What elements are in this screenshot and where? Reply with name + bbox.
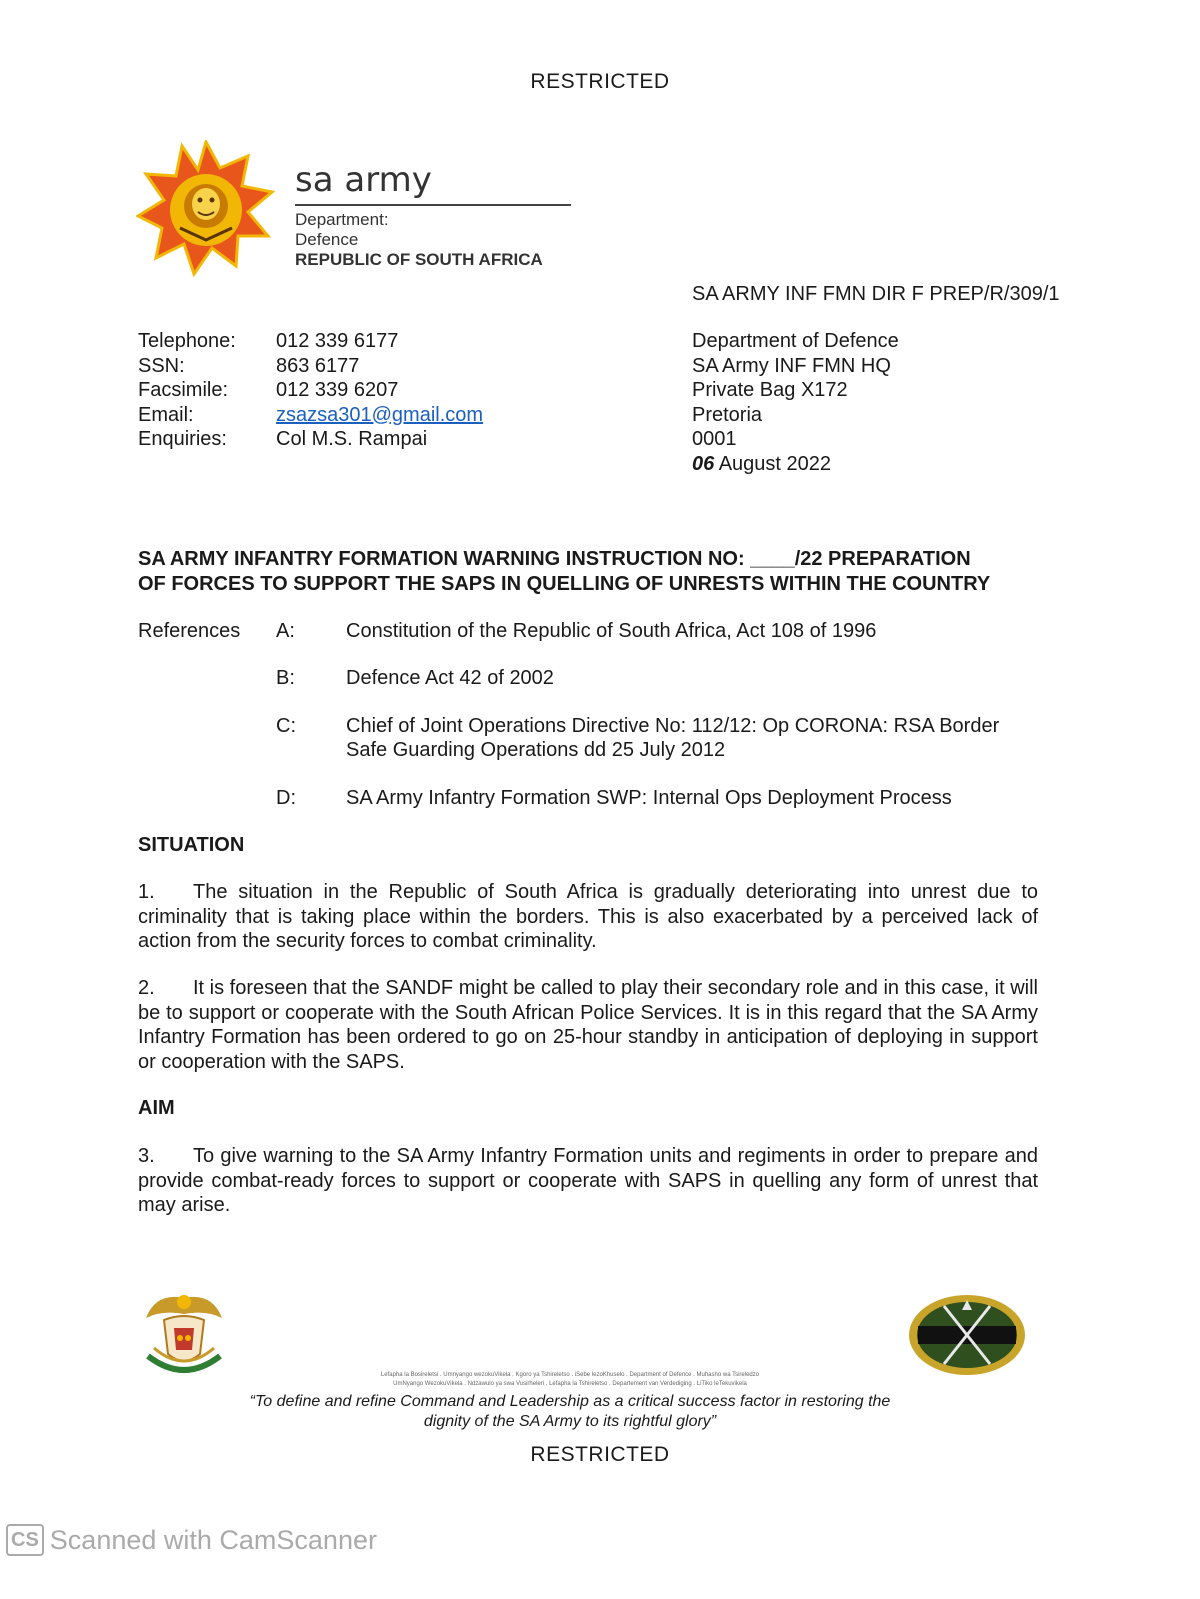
contact-row-facsimile	[138, 378, 483, 403]
reference-key: C:	[276, 715, 296, 737]
address-line: Department of Defence	[692, 330, 899, 352]
languages-line-1: Lefapha la Bosireletsi . Umnyango wezokuVikela . Kgoro ya Tshireletso . iSebe lezoKhuselo . Department of Defence . Muhasho wa Tsireledzo	[380, 1372, 760, 1378]
address-line: SA Army INF FMN HQ	[692, 354, 891, 377]
contact-value: 863 6177	[276, 354, 360, 377]
address-block	[692, 329, 899, 476]
paragraph-text: It is foreseen that the SANDF might be called to play their secondary role and in this case, it will be to support or cooperate with the South African Police Services. It is in this regard that the SA Army Infantry Formation has been ordered to go on 25-hour standby in anticipation of deploying in support or cooperation with the SAPS.	[138, 977, 1038, 1073]
address-line: Pretoria	[692, 403, 763, 426]
reference-text: Defence Act 42 of 2002	[346, 667, 554, 689]
languages-line-2: UmNyango WezokuVikela . Ndzawulo ya swa Vusirheleri . Lefapha la Tshireletso . Departement van Verdediging . LiTiko leTekuvikela	[393, 1381, 747, 1387]
situation-heading: SITUATION	[138, 834, 245, 856]
reference-text-cont: Safe Guarding Operations dd 25 July 2012	[346, 739, 726, 761]
paragraph-1	[138, 880, 1038, 954]
motto-line-1: “To define and refine Command and Leadership as a critical success factor in restoring the	[249, 1393, 891, 1410]
infantry-beret-badge-icon	[906, 1292, 1028, 1378]
brand-name: sa army	[295, 160, 432, 200]
scanner-watermark	[6, 1524, 377, 1556]
reference-key: B:	[276, 667, 295, 689]
paragraph-text: To give warning to the SA Army Infantry Formation units and regiments in order to prepare and provide combat-ready forces to support or cooperate with SAPS in quelling any form of unrest that may arise.	[138, 1145, 1038, 1216]
contact-label: Telephone:	[138, 330, 236, 352]
scanner-text: Scanned with CamScanner	[49, 1524, 377, 1555]
address-line: 0001	[692, 428, 737, 450]
contact-row-ssn	[138, 354, 483, 379]
title-line-1: SA ARMY INFANTRY FORMATION WARNING INSTRUCTION NO: ____/22 PREPARATION	[138, 548, 971, 570]
email-link[interactable]: zsazsa301@gmail.com	[276, 403, 484, 426]
contact-label: Enquiries:	[138, 428, 227, 450]
paragraph-number: 1.	[138, 881, 155, 903]
paragraph-text: The situation in the Republic of South Africa is gradually deteriorating into unrest due to criminality that is taking place within the borders. This is also exacerbated by a perceived lack of action from the security forces to combat criminality.	[138, 881, 1038, 952]
contact-label: Email:	[138, 403, 194, 426]
paragraph-2	[138, 976, 1038, 1074]
reference-text: Constitution of the Republic of South Africa, Act 108 of 1996	[346, 620, 877, 642]
date-day: 06	[692, 452, 715, 475]
paragraph-number: 3.	[138, 1145, 155, 1167]
classification-top: RESTRICTED	[530, 70, 670, 93]
reference-text: SA Army Infantry Formation SWP: Internal Ops Deployment Process	[346, 787, 952, 809]
camscanner-logo-icon: CS	[6, 1524, 44, 1556]
contact-value: Col M.S. Rampai	[276, 428, 428, 450]
contact-block	[138, 329, 483, 452]
reference-key: D:	[276, 787, 296, 809]
address-line: Private Bag X172	[692, 379, 848, 401]
contact-label: SSN:	[138, 354, 185, 377]
contact-label: Facsimile:	[138, 379, 229, 401]
document-title	[138, 547, 1048, 597]
classification-bottom: RESTRICTED	[530, 1443, 670, 1466]
sa-army-emblem-icon	[136, 140, 276, 280]
aim-heading: AIM	[138, 1097, 175, 1119]
reference-number: SA ARMY INF FMN DIR F PREP/R/309/1	[692, 283, 1060, 305]
contact-row-email	[138, 403, 483, 428]
brand-divider	[295, 204, 571, 206]
contact-value: 012 339 6177	[276, 330, 399, 352]
title-line-2: OF FORCES TO SUPPORT THE SAPS IN QUELLING OF UNRESTS WITHIN THE COUNTRY	[138, 573, 991, 595]
letter-date	[692, 452, 899, 477]
contact-row-telephone	[138, 329, 483, 354]
paragraph-3	[138, 1144, 1038, 1218]
contact-value: 012 339 6207	[276, 379, 399, 401]
department-label: Department:	[295, 210, 389, 229]
contact-row-enquiries	[138, 427, 483, 452]
department-name: Defence	[295, 230, 359, 249]
coat-of-arms-icon	[136, 1288, 232, 1380]
reference-key: A:	[276, 620, 295, 642]
references-label: References	[138, 620, 241, 642]
reference-text: Chief of Joint Operations Directive No: 112/12: Op CORONA: RSA Border	[346, 715, 1000, 737]
date-month-year: August 2022	[714, 452, 832, 475]
paragraph-number: 2.	[138, 977, 155, 999]
country-name: REPUBLIC OF SOUTH AFRICA	[295, 250, 543, 269]
motto-line-2: dignity of the SA Army to its rightful glory”	[423, 1413, 717, 1430]
